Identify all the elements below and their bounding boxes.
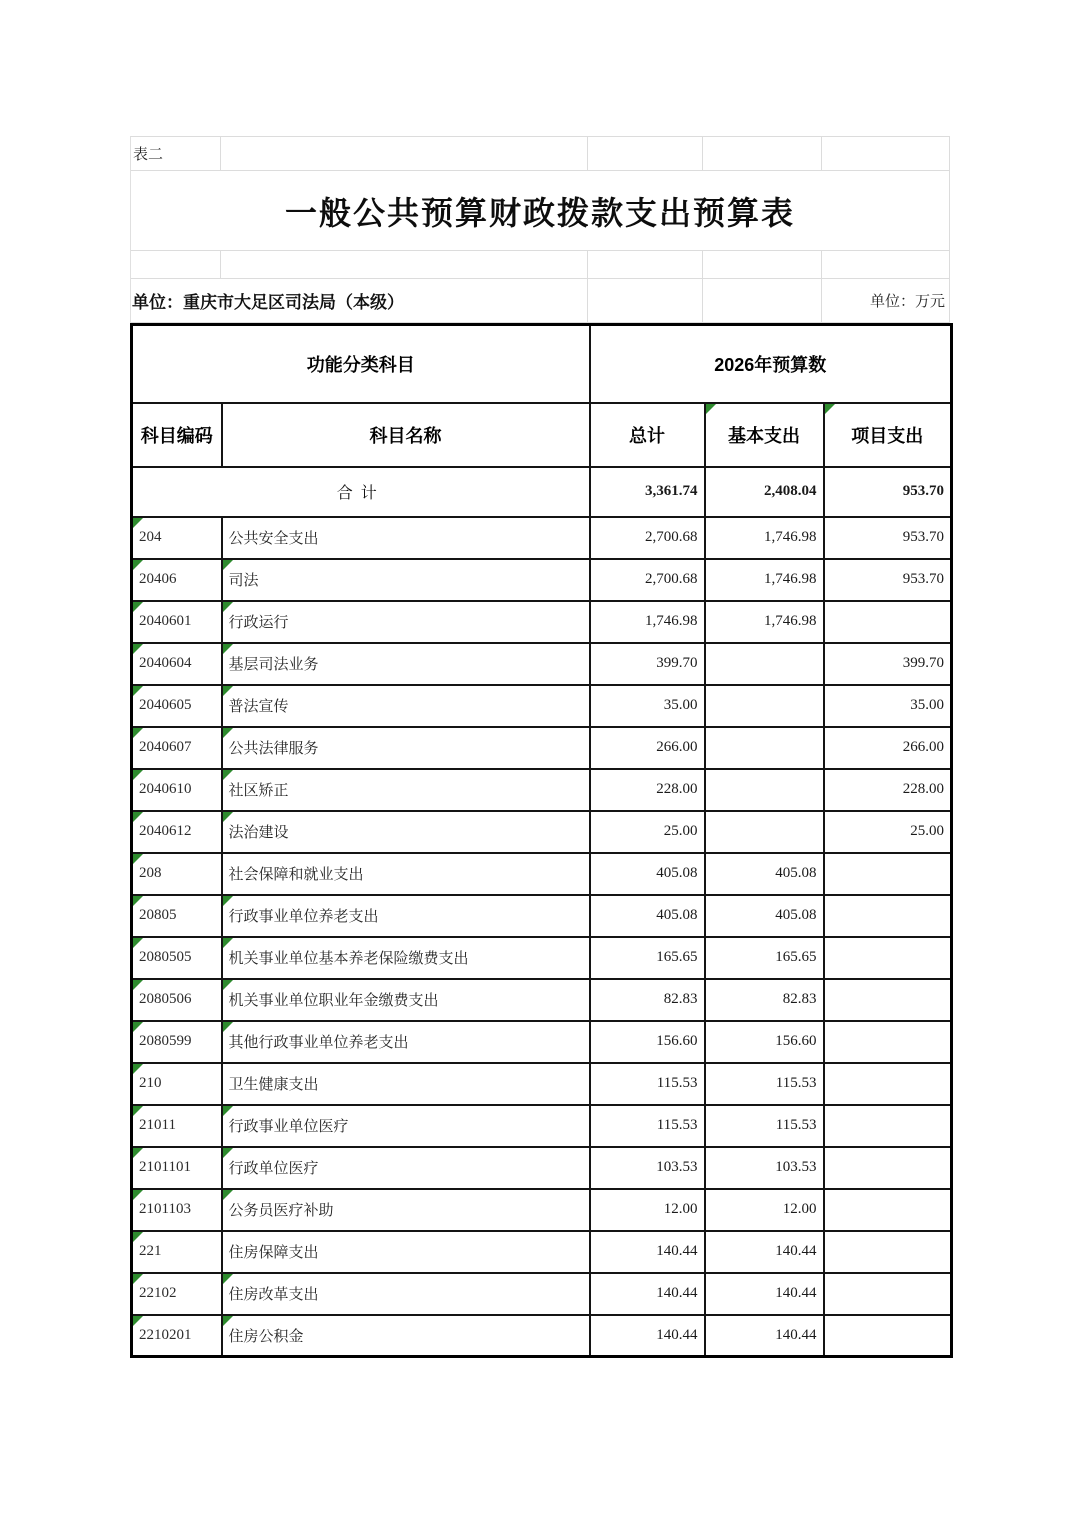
- empty-cell: [221, 251, 589, 279]
- basic-cell: 165.65: [705, 937, 824, 979]
- error-triangle-icon: [133, 770, 143, 780]
- error-triangle-icon: [223, 896, 233, 906]
- error-triangle-icon: [133, 602, 143, 612]
- total-cell: 2,700.68: [590, 559, 705, 601]
- empty-cell: [221, 137, 589, 171]
- title-row: [131, 171, 950, 251]
- code-text: 2040612: [139, 823, 192, 839]
- empty-cell: [703, 279, 822, 323]
- total-cell: 405.08: [590, 895, 705, 937]
- table-row: [132, 979, 952, 1021]
- code-cell: [132, 1021, 222, 1063]
- name-cell: [222, 895, 590, 937]
- code-cell: [132, 517, 222, 559]
- name-cell: [222, 1189, 590, 1231]
- basic-cell: 405.08: [705, 853, 824, 895]
- project-cell: 266.00: [824, 727, 952, 769]
- code-cell: [132, 1063, 222, 1105]
- error-triangle-icon: [223, 686, 233, 696]
- sheet-label: 表二: [131, 137, 221, 171]
- name-cell: [222, 853, 590, 895]
- error-triangle-icon: [223, 644, 233, 654]
- code-cell: [132, 1231, 222, 1273]
- project-cell: 228.00: [824, 769, 952, 811]
- table-row: [132, 937, 952, 979]
- error-triangle-icon: [223, 560, 233, 570]
- table-row: [132, 895, 952, 937]
- error-triangle-icon: [133, 1274, 143, 1284]
- code-cell: [132, 937, 222, 979]
- error-triangle-icon: [133, 1232, 143, 1242]
- basic-cell: 156.60: [705, 1021, 824, 1063]
- basic-cell: [705, 769, 824, 811]
- code-text: 21011: [139, 1117, 176, 1133]
- error-triangle-icon: [133, 560, 143, 570]
- empty-cell: [588, 137, 703, 171]
- name-cell: [222, 1315, 590, 1357]
- error-triangle-icon: [133, 812, 143, 822]
- name-cell: [222, 1147, 590, 1189]
- project-cell: 25.00: [824, 811, 952, 853]
- name-text: 机关事业单位职业年金缴费支出: [228, 993, 439, 1009]
- total-cell: 115.53: [590, 1105, 705, 1147]
- basic-cell: 1,746.98: [705, 517, 824, 559]
- table-row: [132, 1189, 952, 1231]
- total-cell: 405.08: [590, 853, 705, 895]
- table-row: [132, 1273, 952, 1315]
- code-cell: [132, 727, 222, 769]
- sheet-label-row: [131, 137, 950, 171]
- code-text: 2101103: [139, 1201, 191, 1217]
- name-text: 机关事业单位基本养老保险缴费支出: [228, 951, 469, 967]
- code-cell: [132, 1105, 222, 1147]
- error-triangle-icon: [133, 1148, 143, 1158]
- basic-cell: 140.44: [705, 1231, 824, 1273]
- total-cell: 1,746.98: [590, 601, 705, 643]
- name-text: 行政运行: [228, 615, 289, 631]
- table-row: [132, 727, 952, 769]
- basic-cell: 115.53: [705, 1063, 824, 1105]
- code-text: 2040605: [139, 697, 192, 713]
- project-cell: 399.70: [824, 643, 952, 685]
- error-triangle-icon: [133, 854, 143, 864]
- code-cell: [132, 895, 222, 937]
- error-triangle-icon: [825, 404, 835, 414]
- error-triangle-icon: [706, 404, 716, 414]
- name-cell: [222, 517, 590, 559]
- project-cell: [824, 1021, 952, 1063]
- code-cell: [132, 1315, 222, 1357]
- name-text: 住房公积金: [228, 1328, 304, 1345]
- name-text: 普法宣传: [228, 699, 289, 715]
- name-cell: [222, 1063, 590, 1105]
- code-cell: [132, 979, 222, 1021]
- empty-cell: [588, 251, 703, 279]
- page-title: 一般公共预算财政拨款支出预算表: [284, 194, 795, 231]
- total-project-cell: 953.70: [824, 467, 952, 517]
- code-text: 2101101: [139, 1159, 191, 1175]
- code-cell: [132, 1189, 222, 1231]
- budget-table: [130, 323, 953, 1358]
- name-cell: [222, 1021, 590, 1063]
- project-cell: [824, 1147, 952, 1189]
- code-text: 2080506: [139, 991, 192, 1007]
- name-text: 公共安全支出: [228, 531, 319, 547]
- empty-cell: [703, 137, 822, 171]
- code-cell: [132, 643, 222, 685]
- name-text: 卫生健康支出: [228, 1077, 319, 1093]
- error-triangle-icon: [223, 1106, 233, 1116]
- name-text: 公共法律服务: [228, 741, 319, 757]
- total-cell: 228.00: [590, 769, 705, 811]
- code-cell: [132, 1273, 222, 1315]
- project-cell: [824, 601, 952, 643]
- error-triangle-icon: [223, 938, 233, 948]
- error-triangle-icon: [133, 1190, 143, 1200]
- name-cell: [222, 979, 590, 1021]
- project-cell: [824, 1105, 952, 1147]
- name-text: 司法: [228, 573, 259, 589]
- code-text: 2080599: [139, 1033, 192, 1049]
- project-cell: [824, 937, 952, 979]
- error-triangle-icon: [223, 1190, 233, 1200]
- name-text: 行政单位医疗: [228, 1161, 319, 1177]
- name-text: 行政事业单位医疗: [228, 1119, 349, 1135]
- table-row: [132, 685, 952, 727]
- code-cell: [132, 853, 222, 895]
- total-label: 合计: [132, 467, 590, 517]
- table-row: [132, 1021, 952, 1063]
- basic-cell: [705, 643, 824, 685]
- code-cell: [132, 559, 222, 601]
- name-cell: [222, 811, 590, 853]
- unit-name: 单位：重庆市大足区司法局（本级）: [131, 279, 588, 323]
- project-cell: [824, 853, 952, 895]
- empty-cell: [131, 251, 221, 279]
- name-cell: [222, 1273, 590, 1315]
- total-cell: 140.44: [590, 1315, 705, 1357]
- table-row: [132, 1315, 952, 1357]
- total-row: [132, 467, 952, 517]
- total-cell: 25.00: [590, 811, 705, 853]
- error-triangle-icon: [133, 686, 143, 696]
- error-triangle-icon: [133, 938, 143, 948]
- name-cell: [222, 937, 590, 979]
- total-cell: 82.83: [590, 979, 705, 1021]
- code-text: 22102: [139, 1285, 177, 1301]
- code-text: 20805: [139, 907, 177, 923]
- unit-measure: 单位：万元: [822, 279, 950, 323]
- table-row: [132, 1105, 952, 1147]
- project-cell: [824, 895, 952, 937]
- total-cell: 2,700.68: [590, 517, 705, 559]
- table-row: [132, 517, 952, 559]
- spacer-row: [131, 251, 950, 279]
- total-cell: 399.70: [590, 643, 705, 685]
- table-row: [132, 811, 952, 853]
- error-triangle-icon: [133, 1022, 143, 1032]
- col-header-code: 科目编码: [132, 403, 222, 467]
- basic-cell: 140.44: [705, 1315, 824, 1357]
- code-text: 208: [139, 865, 162, 881]
- name-text: 住房保障支出: [228, 1245, 319, 1261]
- name-text: 法治建设: [228, 825, 289, 841]
- name-cell: [222, 601, 590, 643]
- code-cell: [132, 811, 222, 853]
- project-cell: [824, 1231, 952, 1273]
- code-text: 20406: [139, 571, 177, 587]
- table-row: [132, 769, 952, 811]
- code-text: 2210201: [139, 1326, 192, 1343]
- basic-cell: 140.44: [705, 1273, 824, 1315]
- basic-cell: 82.83: [705, 979, 824, 1021]
- col-header-basic: [705, 403, 824, 467]
- unit-row: [131, 279, 950, 323]
- error-triangle-icon: [133, 518, 143, 528]
- code-text: 2040604: [139, 655, 192, 671]
- error-triangle-icon: [133, 1316, 143, 1326]
- top-rows: [130, 136, 950, 323]
- basic-cell: 12.00: [705, 1189, 824, 1231]
- total-cell: 12.00: [590, 1189, 705, 1231]
- error-triangle-icon: [223, 728, 233, 738]
- total-cell: 156.60: [590, 1021, 705, 1063]
- code-text: 2040610: [139, 781, 192, 797]
- col-header-name: 科目名称: [222, 403, 590, 467]
- total-cell: 35.00: [590, 685, 705, 727]
- name-text: 其他行政事业单位养老支出: [228, 1035, 409, 1051]
- code-text: 2040601: [139, 613, 192, 629]
- header-budget-year: 2026年预算数: [590, 325, 952, 403]
- code-text: 210: [139, 1075, 162, 1091]
- project-cell: [824, 1189, 952, 1231]
- project-cell: 953.70: [824, 517, 952, 559]
- error-triangle-icon: [223, 1022, 233, 1032]
- total-cell: 103.53: [590, 1147, 705, 1189]
- error-triangle-icon: [133, 980, 143, 990]
- project-cell: [824, 1273, 952, 1315]
- error-triangle-icon: [223, 980, 233, 990]
- table-row: [132, 601, 952, 643]
- empty-cell: [588, 279, 703, 323]
- col-header-total: 总计: [590, 403, 705, 467]
- basic-cell: 405.08: [705, 895, 824, 937]
- error-triangle-icon: [223, 770, 233, 780]
- table-row: [132, 1063, 952, 1105]
- name-text: 行政事业单位养老支出: [228, 909, 379, 925]
- table-row: [132, 643, 952, 685]
- code-cell: [132, 601, 222, 643]
- header-function-category: 功能分类科目: [132, 325, 590, 403]
- total-cell: 140.44: [590, 1273, 705, 1315]
- total-cell: 266.00: [590, 727, 705, 769]
- total-basic-cell: 2,408.04: [705, 467, 824, 517]
- table-row: [132, 559, 952, 601]
- total-cell: 165.65: [590, 937, 705, 979]
- basic-cell: 1,746.98: [705, 601, 824, 643]
- name-text: 社会保障和就业支出: [228, 867, 364, 883]
- name-cell: [222, 727, 590, 769]
- sheet: [130, 136, 950, 1358]
- name-cell: [222, 1231, 590, 1273]
- project-cell: [824, 1315, 952, 1357]
- col-header-basic-label: 基本支出: [728, 425, 800, 446]
- basic-cell: 1,746.98: [705, 559, 824, 601]
- empty-cell: [703, 251, 822, 279]
- total-cell: 115.53: [590, 1063, 705, 1105]
- error-triangle-icon: [223, 812, 233, 822]
- error-triangle-icon: [133, 728, 143, 738]
- code-cell: [132, 769, 222, 811]
- code-cell: [132, 685, 222, 727]
- basic-cell: 115.53: [705, 1105, 824, 1147]
- error-triangle-icon: [223, 602, 233, 612]
- col-header-project: [824, 403, 952, 467]
- project-cell: [824, 1063, 952, 1105]
- basic-cell: [705, 811, 824, 853]
- title-cell: [131, 171, 950, 251]
- name-text: 公务员医疗补助: [228, 1203, 334, 1219]
- code-text: 2080505: [139, 949, 192, 965]
- empty-cell: [822, 137, 950, 171]
- error-triangle-icon: [223, 1316, 233, 1326]
- name-text: 基层司法业务: [228, 657, 319, 673]
- name-text: 社区矫正: [228, 783, 289, 799]
- column-header-row: [132, 403, 952, 467]
- error-triangle-icon: [133, 1064, 143, 1074]
- header-group-row: [132, 325, 952, 403]
- error-triangle-icon: [133, 896, 143, 906]
- name-cell: [222, 559, 590, 601]
- name-cell: [222, 643, 590, 685]
- table-row: [132, 1231, 952, 1273]
- code-text: 221: [139, 1243, 162, 1259]
- name-text: 住房改革支出: [228, 1287, 319, 1303]
- empty-cell: [822, 251, 950, 279]
- code-cell: [132, 1147, 222, 1189]
- table-row: [132, 1147, 952, 1189]
- basic-cell: 103.53: [705, 1147, 824, 1189]
- code-text: 2040607: [139, 739, 192, 755]
- name-cell: [222, 1105, 590, 1147]
- project-cell: 953.70: [824, 559, 952, 601]
- name-cell: [222, 685, 590, 727]
- project-cell: 35.00: [824, 685, 952, 727]
- table-row: [132, 853, 952, 895]
- name-cell: [222, 769, 590, 811]
- basic-cell: [705, 727, 824, 769]
- col-header-project-label: 项目支出: [851, 425, 924, 446]
- table-body: [132, 467, 952, 1357]
- code-text: 204: [139, 529, 162, 545]
- error-triangle-icon: [223, 1148, 233, 1158]
- total-sum-cell: 3,361.74: [590, 467, 705, 517]
- project-cell: [824, 979, 952, 1021]
- total-cell: 140.44: [590, 1231, 705, 1273]
- error-triangle-icon: [223, 1274, 233, 1284]
- basic-cell: [705, 685, 824, 727]
- error-triangle-icon: [133, 644, 143, 654]
- error-triangle-icon: [133, 1106, 143, 1116]
